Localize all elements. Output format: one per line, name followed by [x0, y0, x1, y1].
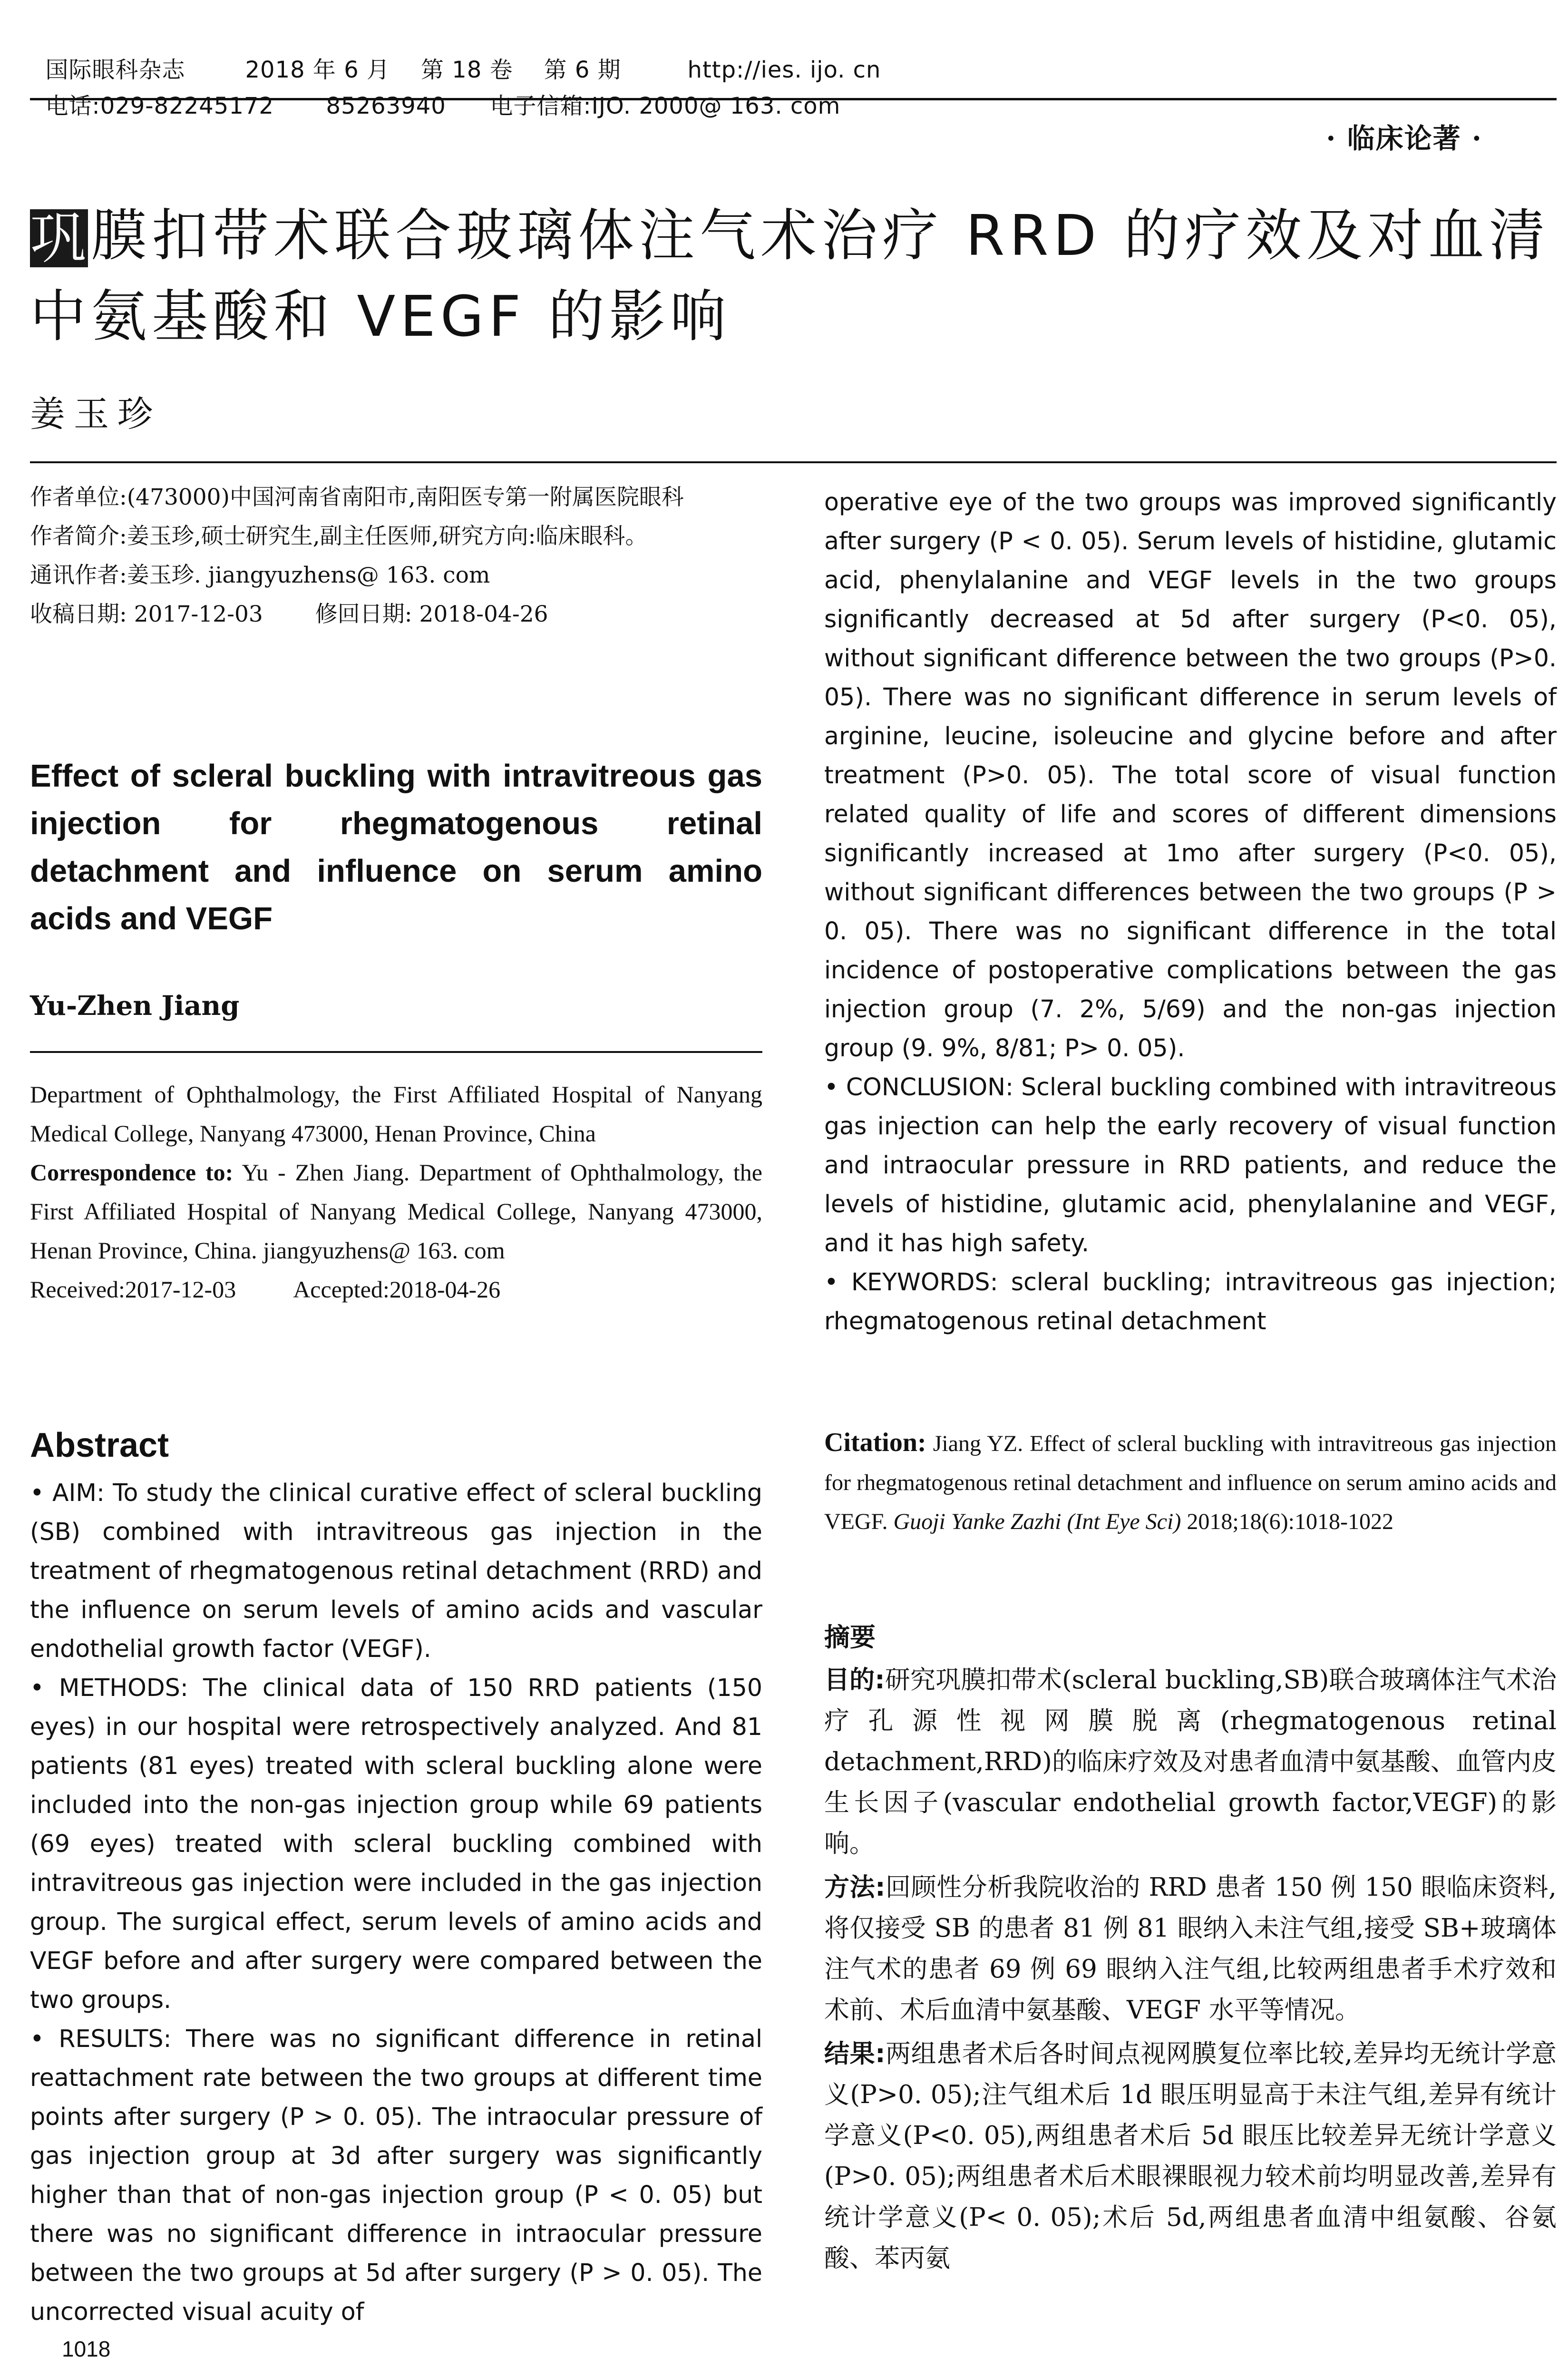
author-name-cn: 姜玉珍 — [30, 394, 161, 435]
cn-methods — [824, 1867, 1557, 2031]
cn-aim — [824, 1660, 1557, 1864]
cn-results — [824, 2034, 1557, 2279]
phone-number: 电话:029-82245172 — [45, 93, 274, 119]
header-divider — [30, 98, 1557, 100]
correspondence-label: Correspondence to: — [30, 1159, 234, 1186]
correspondence-cn: 通讯作者:姜玉珍. jiangyuzhens@ 163. com — [30, 562, 490, 588]
abstract-left — [30, 1473, 762, 2331]
abstract-conclusion: • CONCLUSION: Scleral buckling combined with intravitreous gas injection can help the early recovery of visual function and intraocular pressure in RRD patients, and reduce the levels of histidine, glutamic acid, phenylalanine and VEGF, and it has high safety. — [824, 1073, 1557, 1257]
cn-abstract — [824, 1660, 1557, 2282]
title-text: 膜扣带术联合玻璃体注气术治疗 RRD 的疗效及对血清中氨基酸和 VEGF 的影响 — [30, 203, 1550, 349]
revised-date-cn: 修回日期: 2018-04-26 — [315, 601, 548, 627]
affiliation-cn: 作者单位:(473000)中国河南省南阳市,南阳医专第一附属医院眼科 — [30, 484, 684, 510]
english-author: Yu-Zhen Jiang — [30, 990, 240, 1022]
english-correspondence — [30, 1153, 762, 1270]
contact-header — [30, 61, 840, 120]
cn-methods-label: 方法: — [824, 1873, 886, 1902]
citation-label: Citation: — [824, 1428, 926, 1457]
citation-ref: 2018;18(6):1018-1022 — [1181, 1509, 1393, 1534]
accepted-date: Accepted:2018-04-26 — [293, 1276, 501, 1303]
dates-cn — [30, 595, 762, 634]
correspondence-text: Yu - Zhen Jiang. Department of Ophthalmology, the First Affiliated Hospital of Nanyang Medical College, Nanyang 473000, Henan Province, China. jiangyuzhens@ 163. com — [30, 1159, 762, 1264]
phone-number-2: 85263940 — [326, 93, 446, 119]
journal-url[interactable]: http://ies. ijo. cn — [687, 57, 881, 83]
issue-info: 2018 年 6 月 第 18 卷 第 6 期 — [245, 57, 621, 83]
author-meta-cn — [30, 478, 762, 634]
cn-results-text: 两组患者术后各时间点视网膜复位率比较,差异均无统计学意义(P>0. 05);注气组术后 1d 眼压明显高于未注气组,差异有统计学意义(P<0. 05),两组患者术后 5d 眼压比较差异无统计学意义(P>0. 05);两组患者术后术眼裸眼视力较术前均明显改善,差异有统计学意义(P< 0. 05);术后 5d,两组患者血清中组氨酸、谷氨酸、苯丙氨 — [824, 2039, 1557, 2273]
english-dates — [30, 1270, 762, 1309]
email-address[interactable]: 电子信箱:IJO. 2000@ 163. com — [490, 93, 841, 119]
author-bio-cn: 作者简介:姜玉珍,硕士研究生,副主任医师,研究方向:临床眼科。 — [30, 523, 648, 549]
received-date-cn: 收稿日期: 2017-12-03 — [30, 601, 263, 627]
english-author-divider — [30, 1051, 762, 1053]
cn-methods-text: 回顾性分析我院收治的 RRD 患者 150 例 150 眼临床资料,将仅接受 SB 的患者 81 例 81 眼纳入未注气组,接受 SB+玻璃体注气术的患者 69 例 69 眼纳入注气组,比较两组患者手术疗效和术前、术后血清中氨基酸、VEGF 水平等情况。 — [824, 1873, 1557, 2025]
citation-journal: Guoji Yanke Zazhi (Int Eye Sci) — [893, 1509, 1181, 1534]
article-title — [30, 195, 1552, 357]
abstract-keywords: • KEYWORDS: scleral buckling; intravitreous gas injection; rhegmatogenous retinal detachment — [824, 1268, 1557, 1335]
abstract-results-cont: operative eye of the two groups was improved significantly after surgery (P < 0. 05). Serum levels of histidine, glutamic acid, phenylalanine and VEGF levels in the two groups significantly decreased at 5d after surgery (P<0. 05), without significant difference between the two groups (P>0. 05). There was no significant difference in serum levels of arginine, leucine, isoleucine and glycine before and after treatment (P>0. 05). The total score of visual function related quality of life and scores of different dimensions significantly increased at 1mo after surgery (P<0. 05), without significant differences between the two groups (P > 0. 05). There was no significant difference in the total incidence of postoperative complications between the gas injection group (7. 2%, 5/69) and the non-gas injection group (9. 9%, 8/81; P> 0. 05). — [824, 488, 1557, 1062]
abstract-methods: • METHODS: The clinical data of 150 RRD patients (150 eyes) in our hospital were retrospectively analyzed. And 81 patients (81 eyes) treated with scleral buckling alone were included into the non-gas injection group while 69 patients (69 eyes) treated with scleral buckling combined with intravitreous gas injection were included in the gas injection group. The surgical effect, serum levels of amino acids and VEGF before and after surgery were compared between the two groups. — [30, 1674, 762, 2014]
cn-aim-label: 目的: — [824, 1666, 885, 1695]
received-date: Received:2017-12-03 — [30, 1276, 236, 1303]
cn-aim-text: 研究巩膜扣带术(scleral buckling,SB)联合玻璃体注气术治疗孔源性视网膜脱离(rhegmatogenous retinal detachment,RRD)的临床疗效及对患者血清中氨基酸、血管内皮生长因子(vascular endothelial growth factor,VEGF)的影响。 — [824, 1666, 1557, 1858]
author-divider — [30, 461, 1557, 463]
cn-abstract-heading: 摘要 — [824, 1622, 876, 1652]
abstract-heading: Abstract — [30, 1426, 169, 1464]
english-title: Effect of scleral buckling with intravitreous gas injection for rhegmatogenous retinal detachment and influence on serum amino acids and VEGF — [30, 758, 762, 936]
page-number: 1018 — [62, 2337, 111, 2361]
article-category: · 临床论著 · — [1326, 122, 1482, 155]
title-first-char: 巩 — [30, 205, 91, 271]
journal-name: 国际眼科杂志 — [45, 57, 185, 83]
citation-text: Jiang YZ. Effect of scleral buckling with intravitreous gas injection for rhegmatogenous retinal detachment and influence on serum amino acids and VEGF. — [824, 1431, 1557, 1534]
abstract-aim: • AIM: To study the clinical curative effect of scleral buckling (SB) combined with intravitreous gas injection in the treatment of rhegmatogenous retinal detachment (RRD) and the influence on serum levels of amino acids and vascular endothelial growth factor (VEGF). — [30, 1479, 762, 1663]
abstract-results: • RESULTS: There was no significant difference in retinal reattachment rate between the two groups at different time points after surgery (P > 0. 05). The intraocular pressure of gas injection group at 3d after surgery was significantly higher than that of non-gas injection group (P < 0. 05) but there was no significant difference in intraocular pressure between the two groups at 5d after surgery (P > 0. 05). The uncorrected visual acuity of — [30, 2025, 762, 2326]
abstract-right — [824, 483, 1557, 1341]
english-affiliation: Department of Ophthalmology, the First Affiliated Hospital of Nanyang Medical College, Nanyang 473000, Henan Province, China — [30, 1081, 762, 1147]
citation-block — [824, 1423, 1557, 1541]
cn-results-label: 结果: — [824, 2039, 886, 2068]
english-affiliation-block — [30, 1075, 762, 1309]
